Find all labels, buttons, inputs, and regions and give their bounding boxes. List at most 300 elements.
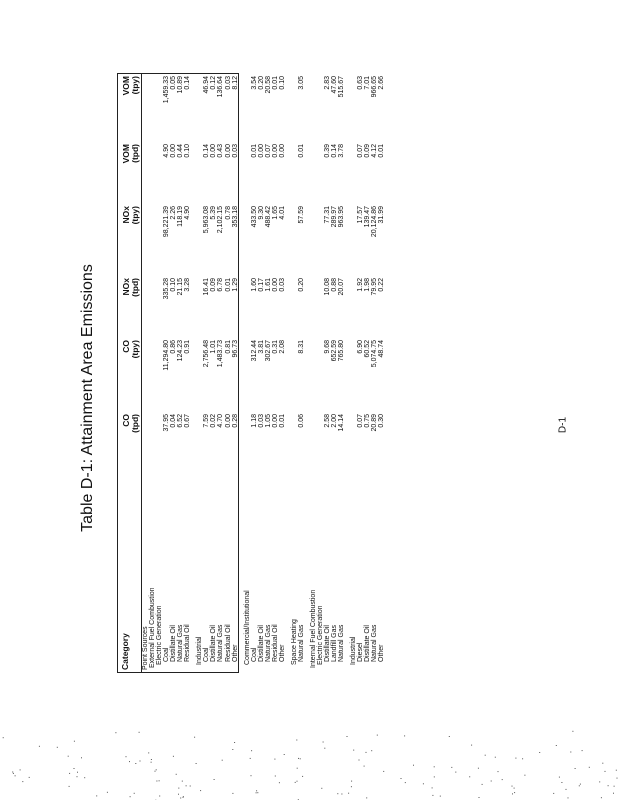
header-co-tpd-unit: (tpd)	[131, 412, 142, 472]
speckle	[371, 750, 372, 751]
speckle	[616, 770, 617, 771]
row-value: 0.01	[297, 144, 305, 158]
row-category: Coal	[163, 647, 171, 662]
speckle	[491, 781, 492, 782]
row-category: Other	[231, 644, 239, 662]
row-value	[142, 204, 150, 276]
table-row	[184, 74, 191, 672]
row-value	[142, 74, 150, 142]
row-value	[156, 204, 163, 276]
speckle	[159, 780, 160, 781]
row-value	[196, 204, 203, 276]
row-value: 6.90	[357, 340, 365, 354]
row-value: 9.30	[257, 206, 265, 220]
row-category: Internal Fuel Combustion	[309, 589, 317, 668]
row-value	[149, 338, 156, 412]
speckle	[196, 763, 197, 764]
speckle	[348, 793, 349, 794]
row-value: 47.60	[331, 76, 339, 94]
row-value: 46.94	[203, 76, 211, 94]
row-value: 0.31	[271, 340, 279, 354]
row-value: 11,294.80	[163, 340, 171, 371]
speckle	[575, 768, 576, 769]
speckle	[478, 768, 479, 769]
row-value: 488.42	[264, 206, 272, 228]
row-value: 7.59	[203, 414, 211, 428]
row-value	[310, 276, 317, 338]
row-value	[142, 276, 150, 338]
row-value: 312.44	[250, 340, 258, 362]
row-category: Coal	[203, 647, 211, 662]
table-row	[310, 74, 317, 672]
emissions-table-rotated	[117, 73, 386, 673]
row-value	[310, 338, 317, 412]
speckle	[469, 776, 470, 777]
row-value: 0.20	[257, 76, 265, 90]
speckle	[135, 763, 136, 764]
row-value	[291, 142, 298, 204]
speckle	[582, 750, 583, 751]
row-value	[310, 412, 317, 472]
speckle	[602, 763, 603, 764]
row-value: 14.14	[338, 414, 346, 432]
row-value: 0.07	[357, 414, 365, 428]
speckle	[274, 759, 275, 760]
row-value	[310, 74, 317, 142]
row-category: Natural Gas	[217, 624, 225, 662]
speckle	[74, 768, 75, 769]
speckle	[300, 758, 301, 759]
row-value	[149, 142, 156, 204]
row-value	[196, 338, 203, 412]
speckle	[432, 787, 433, 788]
speckle	[579, 785, 580, 786]
row-value: 0.86	[170, 340, 178, 354]
row-value: 1.65	[271, 206, 279, 220]
row-value: 20.89	[371, 414, 379, 432]
row-value	[350, 276, 357, 338]
speckle	[568, 797, 569, 798]
table-row	[298, 74, 305, 672]
row-value: 0.03	[231, 144, 239, 158]
row-category: Other	[378, 644, 386, 662]
row-value: 48.74	[378, 340, 386, 358]
row-value: 1.60	[250, 278, 258, 292]
speckle	[323, 742, 324, 743]
row-value: 4.90	[184, 206, 192, 220]
row-value: 302.67	[264, 340, 272, 362]
row-value: 6.52	[177, 414, 185, 428]
row-value: 17.57	[357, 206, 365, 224]
row-value: 0.04	[170, 414, 178, 428]
speckle	[155, 771, 156, 772]
row-value: 2.00	[331, 414, 339, 428]
row-value	[149, 276, 156, 338]
row-value	[291, 204, 298, 276]
speckle	[279, 782, 280, 783]
row-value: 0.05	[170, 76, 178, 90]
row-value: 3.81	[257, 340, 265, 354]
row-value: 1,483.73	[217, 340, 225, 368]
speckle	[451, 767, 452, 768]
header-category-unit	[131, 472, 142, 672]
table-row	[338, 74, 345, 672]
speckle	[232, 749, 233, 750]
row-category: Residual Oil	[271, 624, 279, 662]
row-value: 1.61	[264, 278, 272, 292]
speckle	[559, 777, 560, 778]
speckle	[251, 750, 252, 751]
table-row	[291, 74, 298, 672]
row-value: 118.19	[177, 206, 185, 227]
row-value: 2.26	[170, 206, 178, 220]
speckle	[275, 776, 276, 777]
table-row	[265, 74, 272, 672]
row-value: 1.18	[250, 414, 258, 428]
table-row	[149, 74, 156, 672]
speckle	[190, 786, 191, 787]
speckle	[449, 736, 450, 737]
speckle	[126, 756, 127, 757]
speckle	[159, 796, 160, 797]
row-value	[350, 412, 357, 472]
scan-speckle-noise	[0, 730, 619, 800]
row-category: Distillate Oil	[257, 625, 265, 662]
row-value	[317, 276, 324, 338]
speckle	[214, 779, 215, 780]
speckle	[107, 792, 108, 793]
speckle	[183, 796, 184, 797]
row-category: Commercial/Institutional	[243, 590, 251, 665]
row-category: Landfill Gas	[331, 625, 339, 662]
speckle	[512, 786, 513, 787]
speckle	[284, 754, 285, 755]
speckle	[130, 796, 131, 797]
speckle	[298, 758, 299, 759]
table-row	[357, 74, 364, 672]
row-value	[317, 204, 324, 276]
row-value: 652.59	[331, 340, 339, 362]
row-value: 0.03	[224, 76, 232, 90]
header-nox-tpd-unit: (tpd)	[131, 276, 142, 338]
speckle	[12, 772, 13, 773]
row-value: 2.08	[278, 340, 286, 354]
table-row	[142, 74, 150, 672]
table-row	[156, 74, 163, 672]
row-value: 3.28	[184, 278, 192, 292]
row-category: Distillate Oil	[210, 625, 218, 662]
header-co-tpy-unit: (tpy)	[131, 338, 142, 412]
row-value: 963.95	[338, 206, 346, 228]
speckle	[156, 781, 157, 782]
row-value: 0.67	[184, 414, 192, 428]
speckle	[151, 759, 152, 760]
row-value: 16.41	[203, 278, 211, 296]
speckle	[69, 773, 70, 774]
row-category: Industrial	[350, 636, 358, 665]
speckle	[589, 767, 590, 768]
speckle	[524, 775, 525, 776]
speckle	[366, 752, 367, 753]
speckle	[351, 786, 352, 787]
speckle	[250, 758, 251, 759]
row-value: 21.15	[177, 278, 185, 296]
row-value: 4.12	[371, 144, 379, 158]
row-value: 0.07	[357, 144, 365, 158]
row-value: 0.01	[378, 144, 386, 158]
row-value	[149, 412, 156, 472]
row-value	[196, 142, 203, 204]
speckle	[617, 778, 618, 779]
row-value	[156, 412, 163, 472]
header-co-tpy: CO	[121, 340, 131, 353]
row-value	[196, 412, 203, 472]
row-value	[156, 142, 163, 204]
speckle	[570, 752, 571, 753]
row-value: 0.88	[331, 278, 339, 292]
row-value: 2.66	[378, 76, 386, 90]
row-value	[142, 142, 150, 204]
speckle	[173, 756, 174, 757]
row-value: 3.78	[338, 144, 346, 158]
speckle	[129, 761, 130, 762]
row-value: 765.80	[338, 340, 346, 362]
speckle	[471, 745, 472, 746]
table-row	[163, 74, 170, 672]
speckle	[455, 772, 456, 773]
row-value: 4.01	[278, 206, 286, 220]
row-value: 77.31	[324, 206, 332, 224]
speckle	[178, 788, 179, 789]
row-value: 20.58	[264, 76, 272, 94]
speckle	[434, 766, 435, 767]
speckle	[495, 757, 496, 758]
row-category: Other	[278, 644, 286, 662]
table-row	[371, 74, 378, 672]
row-value: 79.95	[371, 278, 379, 296]
speckle	[74, 741, 75, 742]
row-value: 139.47	[364, 206, 372, 228]
row-value	[156, 276, 163, 338]
row-value	[244, 412, 251, 472]
row-value: 0.14	[203, 144, 211, 158]
row-value: 10.89	[177, 76, 185, 94]
speckle	[134, 793, 135, 794]
row-value	[350, 74, 357, 142]
row-value: 335.28	[163, 278, 171, 300]
speckle	[256, 790, 257, 791]
table-title: Table D-1: Attainment Area Emissions	[79, 264, 96, 532]
row-value: 9.68	[324, 340, 332, 354]
row-value	[291, 338, 298, 412]
row-value: 966.65	[371, 76, 379, 98]
speckle	[39, 746, 40, 747]
row-value: 37.95	[163, 414, 171, 432]
row-value	[291, 74, 298, 142]
row-value: 433.50	[250, 206, 258, 228]
header-nox-tpy: NOx	[121, 206, 131, 224]
row-value	[350, 338, 357, 412]
row-value: 0.63	[357, 76, 365, 90]
row-value: 0.91	[184, 340, 192, 354]
speckle	[69, 786, 70, 787]
speckle	[302, 776, 303, 777]
row-value: 1.98	[364, 278, 372, 292]
speckle	[341, 794, 342, 795]
speckle	[413, 765, 414, 766]
speckle	[605, 771, 606, 772]
row-value: 1,459.33	[163, 76, 171, 104]
row-value: 5.39	[210, 206, 218, 220]
speckle	[222, 760, 223, 761]
speckle	[522, 758, 523, 759]
speckle	[200, 790, 201, 791]
row-value: 20,124.86	[371, 206, 379, 238]
row-value: 7.01	[364, 76, 372, 90]
row-value: 289.97	[331, 206, 339, 228]
row-category: Natural Gas	[264, 624, 272, 662]
speckle	[337, 793, 338, 794]
row-value: 8.12	[231, 76, 239, 90]
speckle	[512, 793, 513, 794]
table-row	[210, 74, 217, 672]
row-value: 4.70	[217, 414, 225, 428]
row-value: 0.44	[177, 144, 185, 158]
speckle	[22, 781, 23, 782]
row-value	[291, 412, 298, 472]
row-value	[317, 74, 324, 142]
speckle	[405, 782, 406, 783]
speckle	[297, 768, 298, 769]
speckle	[377, 735, 378, 736]
speckle	[180, 798, 181, 799]
row-value: 0.03	[257, 414, 265, 428]
row-value	[244, 74, 251, 142]
row-value: 2,102.15	[217, 206, 225, 234]
row-value: 3.54	[250, 76, 258, 90]
row-value: 0.02	[210, 414, 218, 428]
row-value	[244, 204, 251, 276]
speckle	[572, 731, 573, 732]
table-row	[272, 74, 279, 672]
speckle	[77, 772, 78, 773]
speckle	[366, 797, 367, 798]
row-value: 0.09	[364, 144, 372, 158]
row-value: 0.01	[224, 278, 232, 292]
speckle	[485, 755, 486, 756]
row-value: 5,963.08	[203, 206, 211, 234]
row-value: 0.39	[324, 144, 332, 158]
speckle	[297, 781, 298, 782]
header-category: Category	[120, 633, 130, 670]
row-category: Electric Generation	[156, 605, 164, 665]
header-nox-tpd: NOx	[121, 278, 131, 296]
row-category: Point Sources	[142, 626, 149, 670]
row-value: 0.14	[184, 76, 192, 90]
speckle	[539, 752, 540, 753]
table-header	[118, 74, 142, 672]
row-value: 0.00	[170, 144, 178, 158]
table-row	[258, 74, 265, 672]
row-value: 98,221.39	[163, 206, 171, 238]
row-value: 0.81	[224, 340, 232, 354]
header-vom-tpy: VOM	[121, 76, 131, 96]
speckle	[351, 781, 352, 782]
speckle	[151, 762, 152, 763]
row-value: 0.10	[170, 278, 178, 292]
speckle	[3, 737, 4, 738]
row-value: 0.00	[278, 144, 286, 158]
speckle	[77, 776, 78, 777]
row-value: 96.73	[231, 340, 239, 358]
row-value: 1.01	[210, 340, 218, 354]
row-value: 1.29	[231, 278, 239, 292]
speckle	[353, 750, 354, 751]
row-value: 0.30	[378, 414, 386, 428]
row-value: 0.12	[210, 76, 218, 90]
row-value	[156, 74, 163, 142]
speckle	[57, 747, 58, 748]
page-number: D-1	[557, 416, 569, 434]
table-row	[364, 74, 371, 672]
header-co-tpd: CO	[121, 414, 131, 427]
speckle	[232, 793, 233, 794]
speckle	[251, 775, 252, 776]
table-body	[142, 74, 386, 672]
table-row	[317, 74, 324, 672]
speckle	[401, 778, 402, 779]
row-value: 0.09	[210, 278, 218, 292]
table-row	[244, 74, 251, 672]
row-value	[142, 338, 150, 412]
table-row	[350, 74, 357, 672]
row-value	[156, 338, 163, 412]
row-value: 0.00	[210, 144, 218, 158]
row-value: 3.05	[297, 76, 305, 90]
row-value: 136.64	[217, 76, 225, 98]
speckle	[15, 775, 16, 776]
row-value	[310, 142, 317, 204]
row-value	[317, 412, 324, 472]
speckle	[347, 736, 348, 737]
speckle	[321, 788, 322, 789]
speckle	[296, 740, 297, 741]
row-value: 2.58	[324, 414, 332, 428]
speckle	[556, 745, 557, 746]
speckle	[359, 760, 360, 761]
speckle	[566, 789, 567, 790]
speckle	[13, 773, 14, 774]
speckle	[383, 771, 384, 772]
row-value: 0.22	[378, 278, 386, 292]
row-category: Natural Gas	[371, 624, 379, 662]
row-value: 1.92	[357, 278, 365, 292]
row-value	[142, 412, 150, 472]
row-value	[244, 276, 251, 338]
row-value: 5,074.75	[371, 340, 379, 368]
row-category: Industrial	[196, 636, 204, 665]
header-vom-tpy-unit: (tpy)	[131, 74, 142, 142]
speckle	[432, 795, 433, 796]
speckle	[178, 794, 179, 795]
row-category: External Fuel Combustion	[149, 587, 157, 668]
row-value: 0.14	[331, 144, 339, 158]
speckle	[514, 788, 515, 789]
speckle	[20, 769, 21, 770]
speckle	[234, 742, 235, 743]
row-category: Natural Gas	[338, 624, 346, 662]
row-value: 0.00	[224, 414, 232, 428]
